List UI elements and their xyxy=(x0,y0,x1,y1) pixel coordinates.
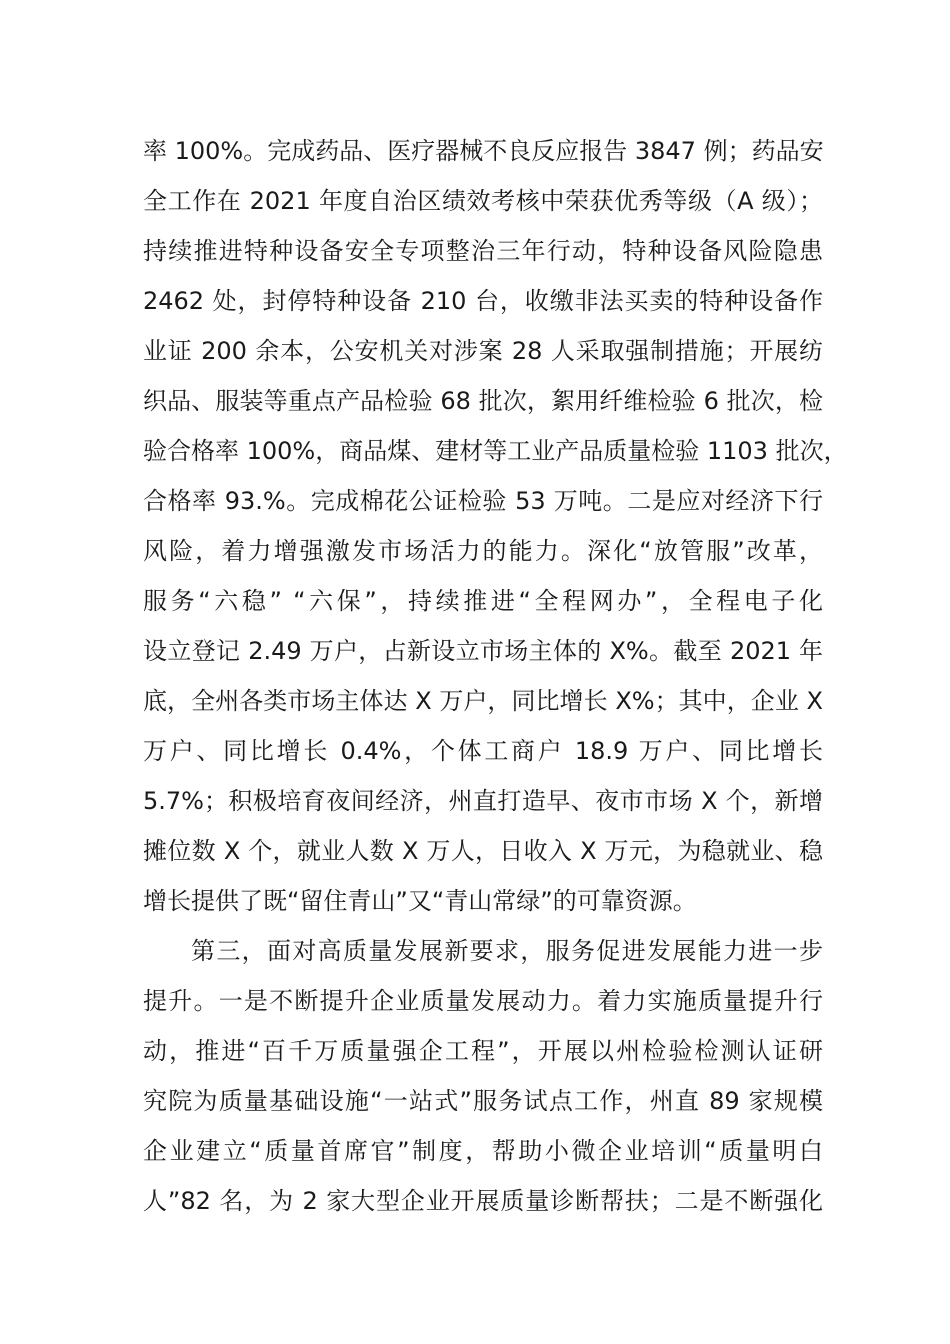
text-line: 验合格率 100%，商品煤、建材等工业产品质量检验 1103 批次， xyxy=(143,437,848,465)
text-line: 持续推进特种设备安全专项整治三年行动，特种设备风险隐患 xyxy=(143,237,823,265)
text-line: 人”82 名，为 2 家大型企业开展质量诊断帮扶；二是不断强化 xyxy=(143,1187,823,1215)
body-text xyxy=(143,126,848,1226)
text-line: 织品、服装等重点产品检验 68 批次，絮用纤维检验 6 批次，检 xyxy=(143,387,823,415)
text-line: 全工作在 2021 年度自治区绩效考核中荣获优秀等级（A 级）； xyxy=(143,187,823,215)
paragraph-start-line: 第三，面对高质量发展新要求，服务促进发展能力进一步 xyxy=(191,937,823,965)
text-line: 率 100%。完成药品、医疗器械不良反应报告 3847 例；药品安 xyxy=(143,137,824,165)
text-line: 风险，着力增强激发市场活力的能力。深化“放管服”改革， xyxy=(143,537,823,565)
text-line: 业证 200 余本，公安机关对涉案 28 人采取强制措施；开展纺 xyxy=(143,337,823,365)
text-line: 合格率 93.%。完成棉花公证检验 53 万吨。二是应对经济下行 xyxy=(143,487,823,515)
text-line: 设立登记 2.49 万户，占新设立市场主体的 X%。截至 2021 年 xyxy=(143,637,823,665)
text-line: 5.7%；积极培育夜间经济，州直打造早、夜市市场 X 个，新增 xyxy=(143,787,823,815)
text-line: 动，推进“百千万质量强企工程”，开展以州检验检测认证研 xyxy=(143,1037,823,1065)
text-line: 究院为质量基础设施“一站式”服务试点工作，州直 89 家规模 xyxy=(143,1087,823,1115)
text-line: 摊位数 X 个，就业人数 X 万人，日收入 X 万元，为稳就业、稳 xyxy=(143,837,823,865)
text-line: 服务“六稳” “六保”，持续推进“全程网办”，全程电子化 xyxy=(143,587,823,615)
text-line: 2462 处，封停特种设备 210 台，收缴非法买卖的特种设备作 xyxy=(143,287,823,315)
text-line: 提升。一是不断提升企业质量发展动力。着力实施质量提升行 xyxy=(143,987,823,1015)
text-line: 万户、同比增长 0.4%，个体工商户 18.9 万户、同比增长 xyxy=(143,737,823,765)
text-line: 底，全州各类市场主体达 X 万户，同比增长 X%；其中，企业 X xyxy=(143,687,823,715)
paragraph-end-line: 增长提供了既“留住青山”又“青山常绿”的可靠资源。 xyxy=(143,887,697,915)
text-line: 企业建立“质量首席官”制度，帮助小微企业培训“质量明白 xyxy=(143,1137,823,1165)
